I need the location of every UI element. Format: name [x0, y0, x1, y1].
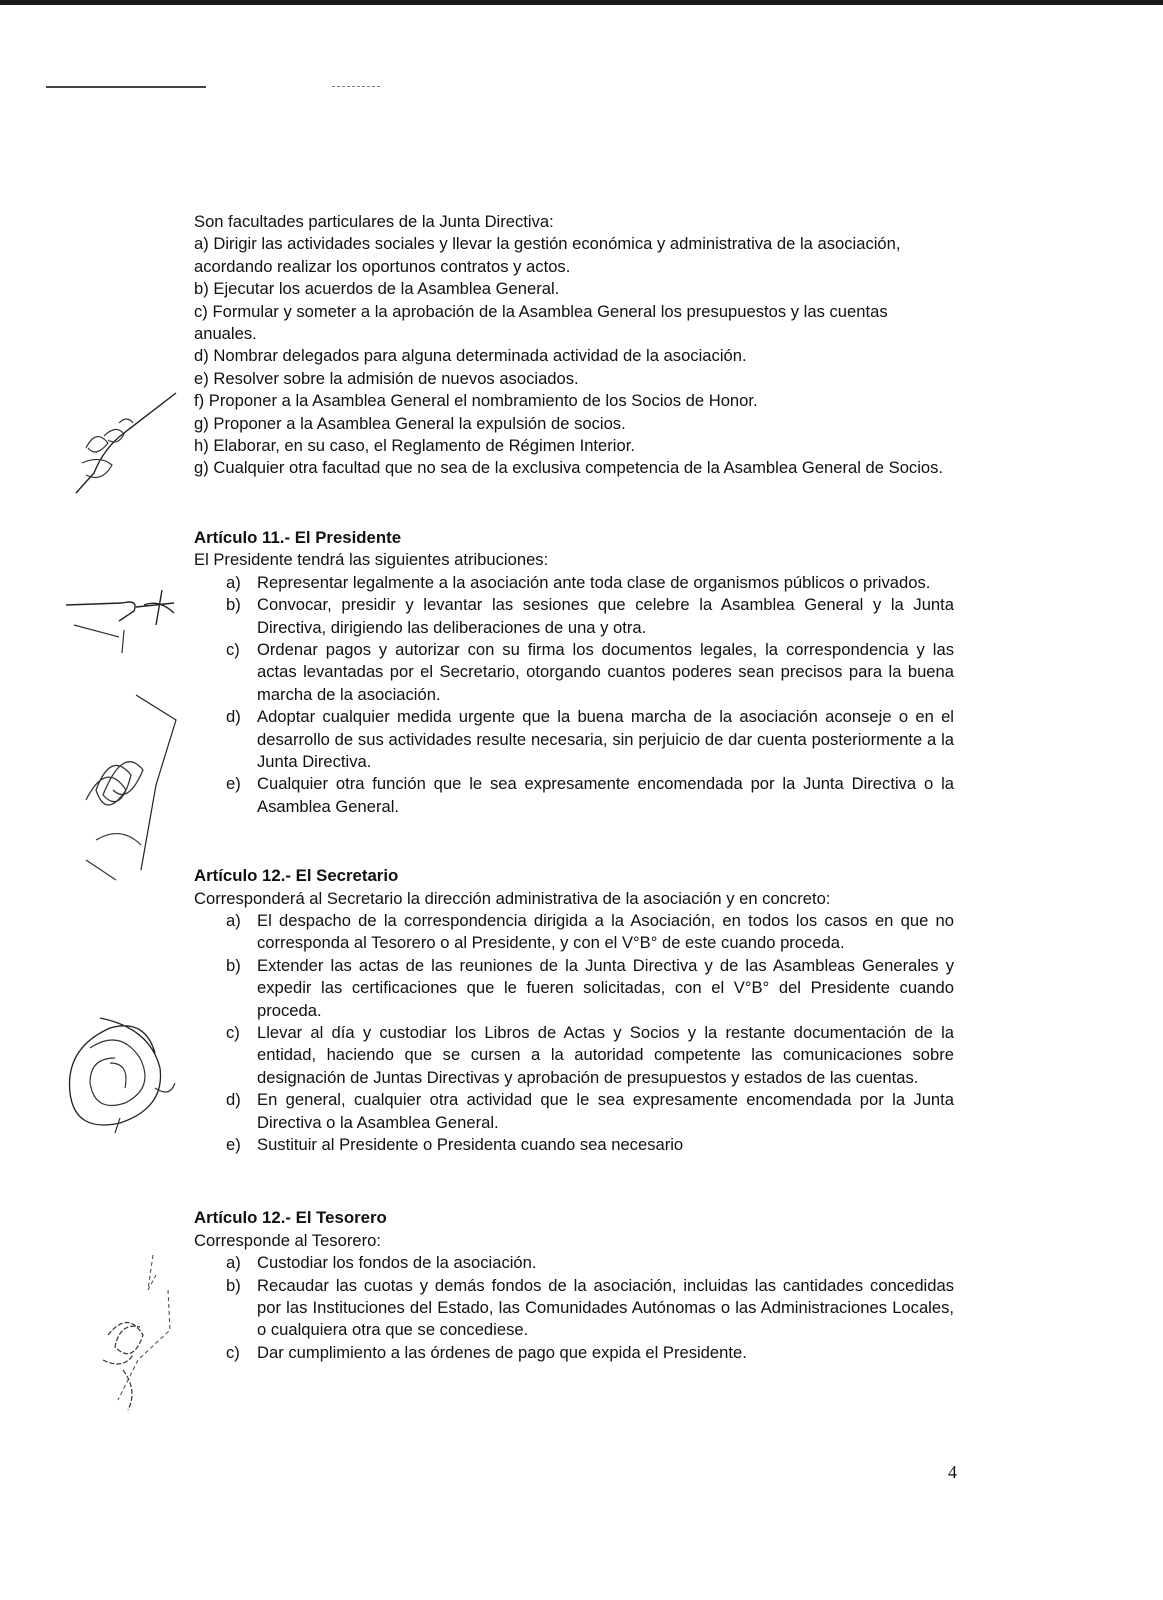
signature-3: [66, 690, 186, 890]
item-text: Adoptar cualquier medida urgente que la buena marcha de la asociación aconseje o en el desarrollo de sus actividades resulte necesaria, sin perjuicio de dar cuenta posteriormente a la Junta Directiva.: [257, 707, 954, 771]
item-mark: c): [226, 639, 240, 659]
item-text: Nombrar delegados para alguna determinada actividad de la asociación.: [213, 346, 747, 366]
facultades-item-g: [194, 413, 954, 435]
item-text: Recaudar las cuotas y demás fondos de la asociación, incluidas las cantidades concedidas por las Instituciones del Estado, las Comunidades Autónomas o las Administraciones Locales, o cualquiera otra que se concediese.: [257, 1275, 954, 1340]
list-item: [194, 572, 954, 594]
list-item: [194, 1275, 954, 1342]
list-item: [194, 594, 954, 639]
articulo-12-intro: Corresponderá al Secretario la dirección administrativa de la asociación y en concreto:: [194, 888, 831, 908]
header-rule: [46, 86, 206, 88]
item-text: Convocar, presidir y levantar las sesiones que celebre la Asamblea General y la Junta Directiva, dirigiendo las deliberaciones de una y otra.: [257, 595, 954, 637]
list-item: [194, 1134, 954, 1156]
articulo-11-section: [194, 527, 954, 818]
facultades-item-b: [194, 278, 954, 300]
item-text: Cualquier otra función que le sea expresamente encomendada por la Junta Directiva o la Asamblea General.: [257, 774, 954, 816]
item-mark: d): [194, 346, 209, 366]
item-text: El despacho de la correspondencia dirigida a la Asociación, en todos los casos en que no corresponda al Tesorero o al Presidente, y con el V°B° de este cuando proceda.: [257, 910, 954, 953]
item-mark: g): [194, 458, 209, 478]
item-mark: d): [226, 1090, 241, 1110]
signature-2: [64, 585, 184, 655]
item-text: Cualquier otra facultad que no sea de la exclusiva competencia de la Asamblea General de Socios.: [213, 458, 944, 478]
item-mark: b): [194, 279, 209, 299]
item-mark: e): [226, 1135, 241, 1155]
list-item: [194, 1342, 954, 1364]
list-item: [194, 1252, 954, 1274]
item-text: Extender las actas de las reuniones de la Junta Directiva y de las Asambleas Generales y expedir las certificaciones que le fueren solicitadas, con el V°B° del Presidente cuando proceda.: [257, 955, 954, 1020]
facultades-item-c: [194, 301, 954, 346]
item-text: Proponer a la Asamblea General la expulsión de socios.: [213, 413, 626, 433]
signature-4: [60, 1008, 190, 1138]
item-mark: a): [194, 234, 209, 254]
articulo-13-intro: Corresponde al Tesorero:: [194, 1230, 381, 1250]
spacer: [194, 1156, 954, 1207]
facultades-item-d: [194, 345, 954, 367]
articulo-11-intro: El Presidente tendrá las siguientes atribuciones:: [194, 550, 549, 570]
item-mark: a): [226, 1253, 241, 1273]
item-text: Dirigir las actividades sociales y llevar la gestión económica y administrativa de la asociación, acordando realizar los oportunos contratos y actos.: [194, 234, 901, 276]
facultades-item-a: [194, 233, 954, 278]
scan-top-edge: [0, 0, 1163, 5]
header-dotted-rule: [332, 86, 380, 88]
page-number: 4: [948, 1462, 957, 1482]
list-item: [194, 1022, 954, 1089]
articulo-12-section: [194, 865, 954, 1156]
item-mark: b): [226, 955, 241, 975]
facultades-item-f: [194, 390, 954, 412]
item-mark: a): [226, 572, 241, 592]
item-mark: d): [226, 707, 241, 727]
list-item: [194, 910, 954, 955]
list-item: [194, 639, 954, 706]
item-text: Llevar al día y custodiar los Libros de Actas y Socios y la restante documentación de la entidad, haciendo que se cursen a la autoridad competente las comunicaciones sobre designación de Juntas Directivas y aprobación de presupuestos y estados de las cuentas.: [257, 1023, 954, 1087]
facultades-item-e: [194, 368, 954, 390]
document-body: [194, 211, 954, 1364]
item-mark: b): [226, 1275, 241, 1295]
articulo-13-section: [194, 1207, 954, 1364]
articulo-13-title: Artículo 12.- El Tesorero: [194, 1208, 387, 1228]
spacer: [194, 818, 954, 865]
list-item: [194, 706, 954, 773]
item-text: Resolver sobre la admisión de nuevos asociados.: [213, 368, 579, 388]
facultades-section: [194, 211, 954, 480]
articulo-13-list: [194, 1252, 954, 1364]
spacer: [194, 480, 954, 527]
item-text: Ordenar pagos y autorizar con su firma los documentos legales, la correspondencia y las actas levantadas por el Secretario, otorgando cuantos poderes sean precisos para la buena marcha de la asociación.: [257, 639, 954, 704]
list-item: [194, 955, 954, 1022]
item-text: Ejecutar los acuerdos de la Asamblea General.: [213, 279, 560, 299]
list-item: [194, 1089, 954, 1134]
item-mark: c): [226, 1342, 240, 1362]
item-text: Formular y someter a la aprobación de la Asamblea General los presupuestos y las cuentas anuales.: [194, 301, 888, 344]
item-text: Proponer a la Asamblea General el nombramiento de los Socios de Honor.: [208, 391, 758, 411]
item-text: Elaborar, en su caso, el Reglamento de Régimen Interior.: [213, 436, 635, 456]
signature-5: [78, 1250, 188, 1430]
articulo-11-list: [194, 572, 954, 818]
facultades-item-h: [194, 435, 954, 457]
facultades-item-g2: [194, 457, 954, 479]
item-text: En general, cualquier otra actividad que le sea expresamente encomendada por la Junta Directiva o la Asamblea General.: [257, 1090, 954, 1132]
signature-1: [64, 388, 184, 498]
articulo-12-list: [194, 910, 954, 1156]
item-mark: g): [194, 413, 209, 433]
facultades-intro: Son facultades particulares de la Junta Directiva:: [194, 212, 554, 231]
item-mark: h): [194, 436, 209, 456]
item-text: Sustituir al Presidente o Presidenta cuando sea necesario: [257, 1135, 684, 1155]
list-item: [194, 773, 954, 818]
item-text: Custodiar los fondos de la asociación.: [257, 1253, 537, 1273]
item-mark: c): [226, 1023, 240, 1042]
item-text: Dar cumplimiento a las órdenes de pago que expida el Presidente.: [257, 1342, 747, 1362]
item-mark: c): [194, 301, 208, 321]
item-text: Representar legalmente a la asociación ante toda clase de organismos públicos o privados.: [257, 572, 931, 592]
item-mark: f): [194, 391, 205, 411]
item-mark: e): [226, 774, 241, 794]
item-mark: e): [194, 368, 209, 388]
item-mark: b): [226, 595, 241, 615]
articulo-11-title: Artículo 11.- El Presidente: [194, 527, 402, 547]
item-mark: a): [226, 910, 241, 930]
articulo-12-title: Artículo 12.- El Secretario: [194, 866, 399, 886]
